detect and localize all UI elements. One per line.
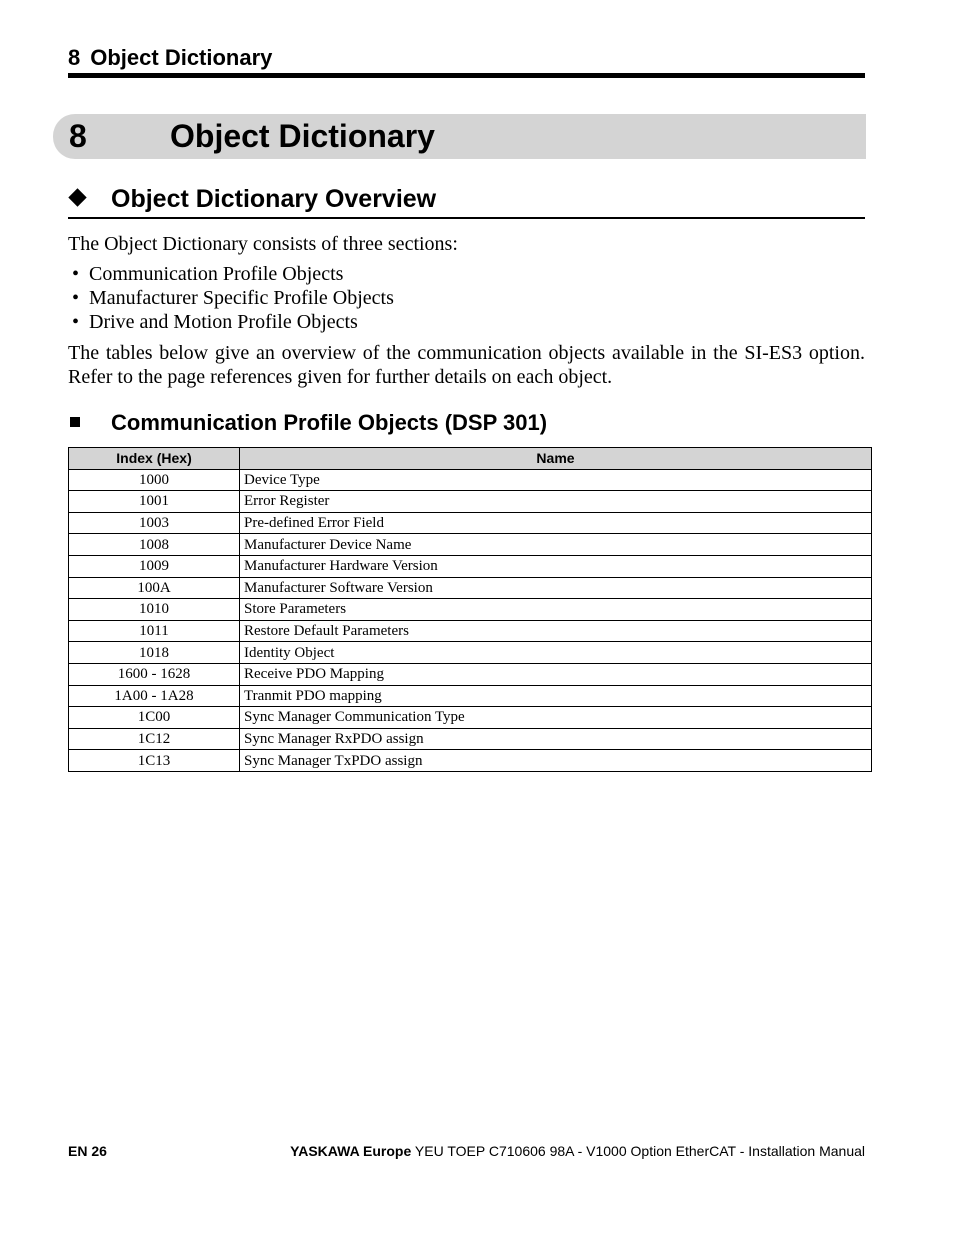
intro-text: The Object Dictionary consists of three sections: xyxy=(68,233,458,255)
table-row xyxy=(69,512,872,534)
overview-paragraph: The tables below give an overview of the communication objects available in the SI-ES3 option. Refer to the page references given for further details on each object. xyxy=(68,342,865,388)
table-row xyxy=(69,469,872,491)
table-row xyxy=(69,534,872,556)
subsection-title: Communication Profile Objects (DSP 301) xyxy=(111,410,548,435)
table-row xyxy=(69,599,872,621)
cell-name: Manufacturer Hardware Version xyxy=(240,555,872,577)
cell-name: Store Parameters xyxy=(240,599,872,621)
footer-document-title xyxy=(290,1143,865,1159)
bullet-dot-icon: • xyxy=(72,311,80,333)
table-row xyxy=(69,642,872,664)
cell-index: 1C12 xyxy=(69,728,240,750)
footer-brand: YASKAWA Europe xyxy=(290,1143,412,1159)
cell-index: 1008 xyxy=(69,534,240,556)
chapter-title: Object Dictionary xyxy=(170,118,435,154)
page-number: EN 26 xyxy=(68,1143,107,1159)
column-header-index: Index (Hex) xyxy=(69,448,240,470)
table-row xyxy=(69,620,872,642)
running-header xyxy=(68,44,865,78)
table-row xyxy=(69,577,872,599)
diamond-bullet-icon xyxy=(68,188,86,206)
cell-name: Restore Default Parameters xyxy=(240,620,872,642)
cell-name: Manufacturer Software Version xyxy=(240,577,872,599)
list-item: • Drive and Motion Profile Objects xyxy=(72,311,358,333)
section-heading xyxy=(68,181,865,219)
list-item: • Manufacturer Specific Profile Objects xyxy=(72,287,394,309)
table-header-row xyxy=(69,448,872,470)
cell-index: 1001 xyxy=(69,491,240,513)
cell-index: 100A xyxy=(69,577,240,599)
table-row xyxy=(69,685,872,707)
chapter-number: 8 xyxy=(69,118,87,154)
cell-index: 1000 xyxy=(69,469,240,491)
cell-name: Device Type xyxy=(240,469,872,491)
cell-index: 1018 xyxy=(69,642,240,664)
cell-index: 1011 xyxy=(69,620,240,642)
table-row xyxy=(69,750,872,772)
cell-index: 1003 xyxy=(69,512,240,534)
table-row xyxy=(69,555,872,577)
communication-objects-table xyxy=(68,447,872,772)
cell-index: 1010 xyxy=(69,599,240,621)
bullet-dot-icon: • xyxy=(72,263,80,285)
cell-name: Sync Manager Communication Type xyxy=(240,707,872,729)
cell-name: Manufacturer Device Name xyxy=(240,534,872,556)
square-bullet-icon xyxy=(70,417,80,427)
cell-name: Sync Manager TxPDO assign xyxy=(240,750,872,772)
table-row xyxy=(69,728,872,750)
chapter-heading xyxy=(53,114,866,159)
cell-name: Receive PDO Mapping xyxy=(240,663,872,685)
cell-name: Error Register xyxy=(240,491,872,513)
column-header-name: Name xyxy=(240,448,872,470)
cell-index: 1C00 xyxy=(69,707,240,729)
cell-name: Pre-defined Error Field xyxy=(240,512,872,534)
footer-doc: YEU TOEP C710606 98A - V1000 Option EtherCAT - Installation Manual xyxy=(414,1143,865,1159)
list-item: • Communication Profile Objects xyxy=(72,263,344,285)
cell-name: Tranmit PDO mapping xyxy=(240,685,872,707)
table-row xyxy=(69,707,872,729)
cell-index: 1009 xyxy=(69,555,240,577)
running-header-title: Object Dictionary xyxy=(90,45,273,70)
cell-name: Sync Manager RxPDO assign xyxy=(240,728,872,750)
bullet-list xyxy=(68,262,394,334)
table-row xyxy=(69,491,872,513)
cell-index: 1A00 - 1A28 xyxy=(69,685,240,707)
cell-name: Identity Object xyxy=(240,642,872,664)
cell-index: 1600 - 1628 xyxy=(69,663,240,685)
section-title: Object Dictionary Overview xyxy=(111,185,437,213)
bullet-dot-icon: • xyxy=(72,287,80,309)
cell-index: 1C13 xyxy=(69,750,240,772)
running-header-number: 8 xyxy=(68,45,81,70)
table-row xyxy=(69,663,872,685)
